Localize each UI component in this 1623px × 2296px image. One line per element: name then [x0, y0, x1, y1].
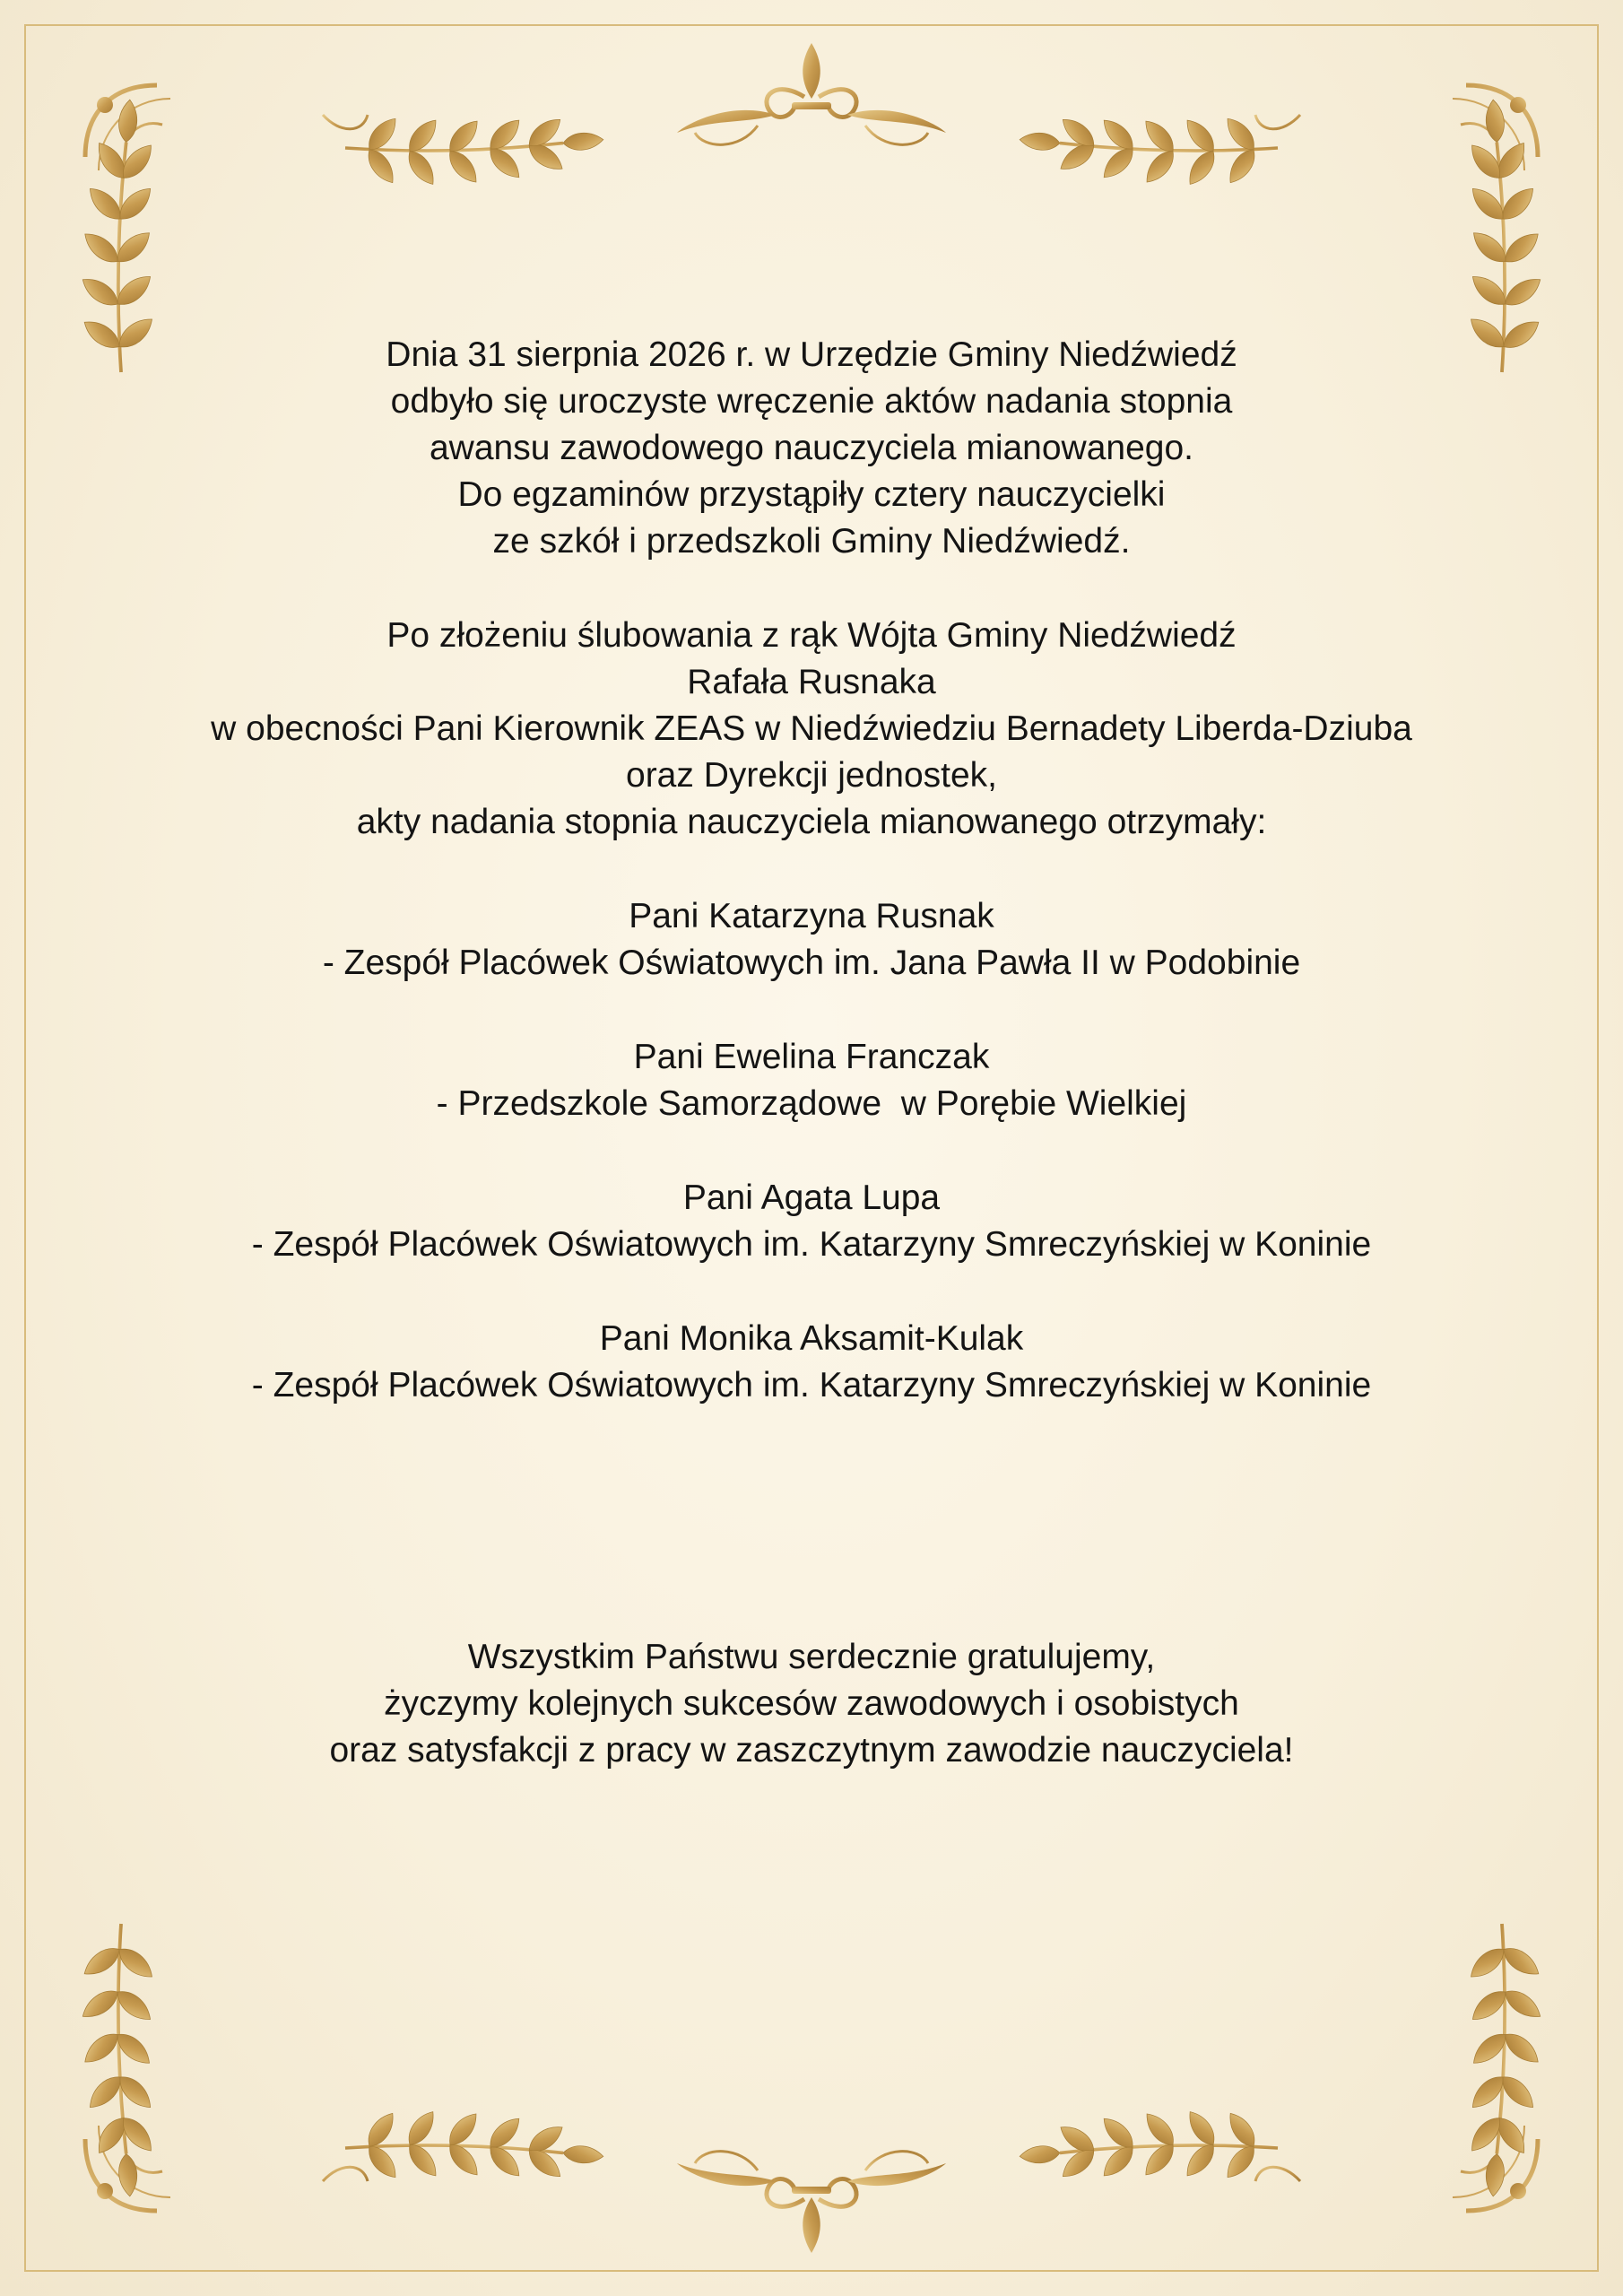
text-line: Po złożeniu ślubowania z rąk Wójta Gminy Niedźwiedź [386, 616, 1237, 655]
text-line: akty nadania stopnia nauczyciela mianowanego otrzymały: [356, 803, 1267, 841]
text-line: ze szkół i przedszkoli Gminy Niedźwiedź. [492, 522, 1131, 561]
recipient-school: - Zespół Placówek Oświatowych im. Jana Pawła II w Podobinie [322, 944, 1301, 982]
text-line: oraz satysfakcji z pracy w zaszczytnym zawodzie nauczyciela! [329, 1731, 1294, 1770]
text-line: odbyło się uroczyste wręczenie aktów nadania stopnia [390, 382, 1233, 421]
recipient-entry [54, 1034, 1569, 1127]
text-line: Do egzaminów przystąpiły cztery nauczycielki [457, 475, 1166, 514]
recipient-school: - Zespół Placówek Oświatowych im. Katarzyny Smreczyńskiej w Koninie [251, 1225, 1372, 1264]
recipient-name: Pani Agata Lupa [682, 1178, 941, 1217]
text-line: Rafała Rusnaka [687, 663, 936, 701]
recipient-name: Pani Monika Aksamit-Kulak [599, 1319, 1024, 1358]
recipient-school: - Zespół Placówek Oświatowych im. Katarzyny Smreczyńskiej w Koninie [251, 1366, 1372, 1405]
text-line: awansu zawodowego nauczyciela mianowanego. [429, 429, 1194, 467]
text-line: Dnia 31 sierpnia 2026 r. w Urzędzie Gminy Niedźwiedź [386, 335, 1237, 374]
recipient-name: Pani Katarzyna Rusnak [629, 897, 994, 935]
oath-paragraph [54, 613, 1569, 846]
fleur-de-lis-icon [677, 2152, 946, 2253]
text-line: w obecności Pani Kierownik ZEAS w Niedźwiedziu Bernadety Liberda-Dziuba [211, 709, 1412, 748]
recipient-name: Pani Ewelina Franczak [633, 1038, 990, 1076]
text-line: Wszystkim Państwu serdecznie gratulujemy, [467, 1638, 1156, 1676]
recipient-entry [54, 893, 1569, 987]
intro-paragraph [54, 332, 1569, 565]
recipient-entry [54, 1175, 1569, 1268]
closing-paragraph [54, 1634, 1569, 1774]
recipient-entry [54, 1316, 1569, 1409]
announcement-text [54, 332, 1569, 1409]
fleur-de-lis-icon [677, 43, 946, 144]
text-line: oraz Dyrekcji jednostek, [626, 756, 997, 795]
text-line: życzymy kolejnych sukcesów zawodowych i osobistych [384, 1684, 1239, 1723]
recipient-school: - Przedszkole Samorządowe w Porębie Wielkiej [436, 1084, 1187, 1123]
